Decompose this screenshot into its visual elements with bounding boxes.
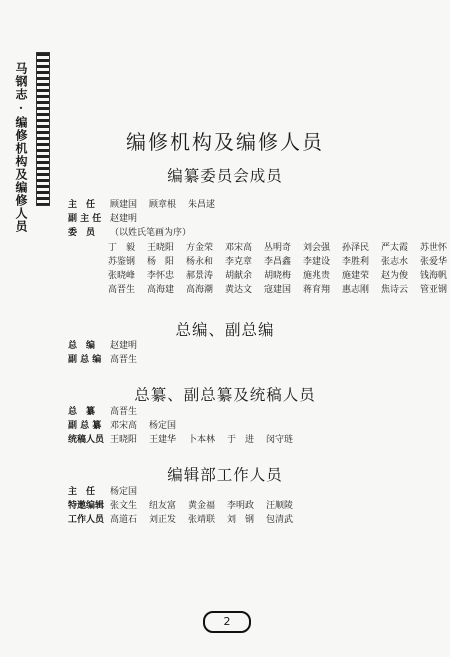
section-heading-compilers: 总纂、副总纂及统稿人员 [134, 386, 316, 404]
person-name: 包清武 [266, 515, 294, 525]
person-name: 杨永和 [186, 257, 214, 267]
person-name: 李胜利 [342, 257, 370, 267]
person-name: 王晓阳 [110, 435, 138, 445]
person-name: 丁 毅 [108, 243, 136, 253]
person-name: 朱昌逑 [188, 200, 216, 210]
person-name: 高晋生 [108, 285, 136, 295]
person-name: 王晓阳 [147, 243, 175, 253]
person-name: 汪顺陵 [266, 501, 294, 511]
names-list [110, 338, 140, 351]
names-list [108, 240, 450, 253]
person-name: 孙泽民 [342, 243, 370, 253]
person-name: 黄达文 [225, 285, 253, 295]
person-name: 刘正发 [149, 515, 177, 525]
person-name: 施建荣 [342, 271, 370, 281]
person-name: 顾章根 [149, 200, 177, 210]
person-name: 焦诗云 [381, 285, 409, 295]
names-list [110, 197, 218, 210]
role-label: 主 任 [68, 200, 96, 210]
person-name: 张文生 [110, 501, 138, 511]
person-name: 闵守琏 [266, 435, 294, 445]
person-name: 邓宋高 [110, 421, 138, 431]
person-name: 李怀忠 [147, 271, 175, 281]
person-name: 苏鉴钢 [108, 257, 136, 267]
person-name: 刘会强 [303, 243, 331, 253]
names-list [108, 282, 450, 295]
person-name: 刘 钢 [227, 515, 255, 525]
person-name: 寇建国 [264, 285, 292, 295]
person-name: 施兆贵 [303, 271, 331, 281]
names-list [110, 211, 140, 224]
person-name: 高晋生 [110, 407, 138, 417]
person-name: 胡献余 [225, 271, 253, 281]
person-name: 严太霞 [381, 243, 409, 253]
person-name: 顾建国 [110, 200, 138, 210]
person-name: 张志水 [381, 257, 409, 267]
names-list [108, 254, 450, 267]
role-label: 总 纂 [68, 407, 96, 417]
person-name: 李建设 [303, 257, 331, 267]
names-list [110, 498, 296, 511]
page-number: 2 [203, 611, 251, 633]
section-heading-committee: 编纂委员会成员 [167, 167, 283, 185]
role-label: 委 员 [68, 228, 96, 238]
person-name: 李克章 [225, 257, 253, 267]
person-name: 赵建明 [110, 214, 138, 224]
person-name: 苏世怀 [420, 243, 448, 253]
person-name: 方金荣 [186, 243, 214, 253]
role-label: 副 总 纂 [68, 421, 102, 431]
role-label: 特邀编辑 [68, 501, 105, 511]
names-list [110, 404, 140, 417]
names-list [110, 484, 140, 497]
person-name: 卜本林 [188, 435, 216, 445]
person-name: 纽友富 [149, 501, 177, 511]
person-name: 杨 阳 [147, 257, 175, 267]
running-header-vertical: 马钢志·编修机构及编修人员 [14, 62, 28, 233]
person-name: 高道石 [110, 515, 138, 525]
person-name: 杨定国 [110, 487, 138, 497]
person-name: 高海潮 [186, 285, 214, 295]
role-label: 统稿人员 [68, 435, 105, 445]
person-name: 张靖联 [188, 515, 216, 525]
person-name: 赵为俊 [381, 271, 409, 281]
person-name: 惠志刚 [342, 285, 370, 295]
names-list [110, 352, 140, 365]
names-list [108, 268, 450, 281]
role-label: 副 总 编 [68, 355, 102, 365]
role-label: 副 主 任 [68, 214, 102, 224]
names-list [110, 512, 296, 525]
person-name: 赵建明 [110, 341, 138, 351]
person-name: 杨定国 [149, 421, 177, 431]
person-name: 张爱华 [420, 257, 448, 267]
person-name: 丛明奇 [264, 243, 292, 253]
person-name: 高海建 [147, 285, 175, 295]
role-label: 主 任 [68, 487, 96, 497]
section-heading-office: 编辑部工作人员 [167, 466, 283, 484]
person-name: 郝景涛 [186, 271, 214, 281]
role-label: 总 编 [68, 341, 96, 351]
person-name: 李昌鑫 [264, 257, 292, 267]
person-name: 高晋生 [110, 355, 138, 365]
person-name: 王建华 [149, 435, 177, 445]
person-name: 黄金福 [188, 501, 216, 511]
person-name: 胡晓梅 [264, 271, 292, 281]
person-name: 于 进 [227, 435, 255, 445]
page-title: 编修机构及编修人员 [126, 130, 324, 154]
person-name: 钱海帆 [420, 271, 448, 281]
ordering-note: （以姓氏笔画为序） [110, 228, 192, 238]
person-name: 李明政 [227, 501, 255, 511]
person-name: 蒋育翔 [303, 285, 331, 295]
person-name: 邓宋高 [225, 243, 253, 253]
names-list [110, 432, 296, 445]
names-list [110, 418, 179, 431]
section-heading-editors: 总编、副总编 [175, 321, 275, 339]
person-name: 管亚钢 [420, 285, 448, 295]
role-label: 工作人员 [68, 515, 105, 525]
person-name: 张晓峰 [108, 271, 136, 281]
